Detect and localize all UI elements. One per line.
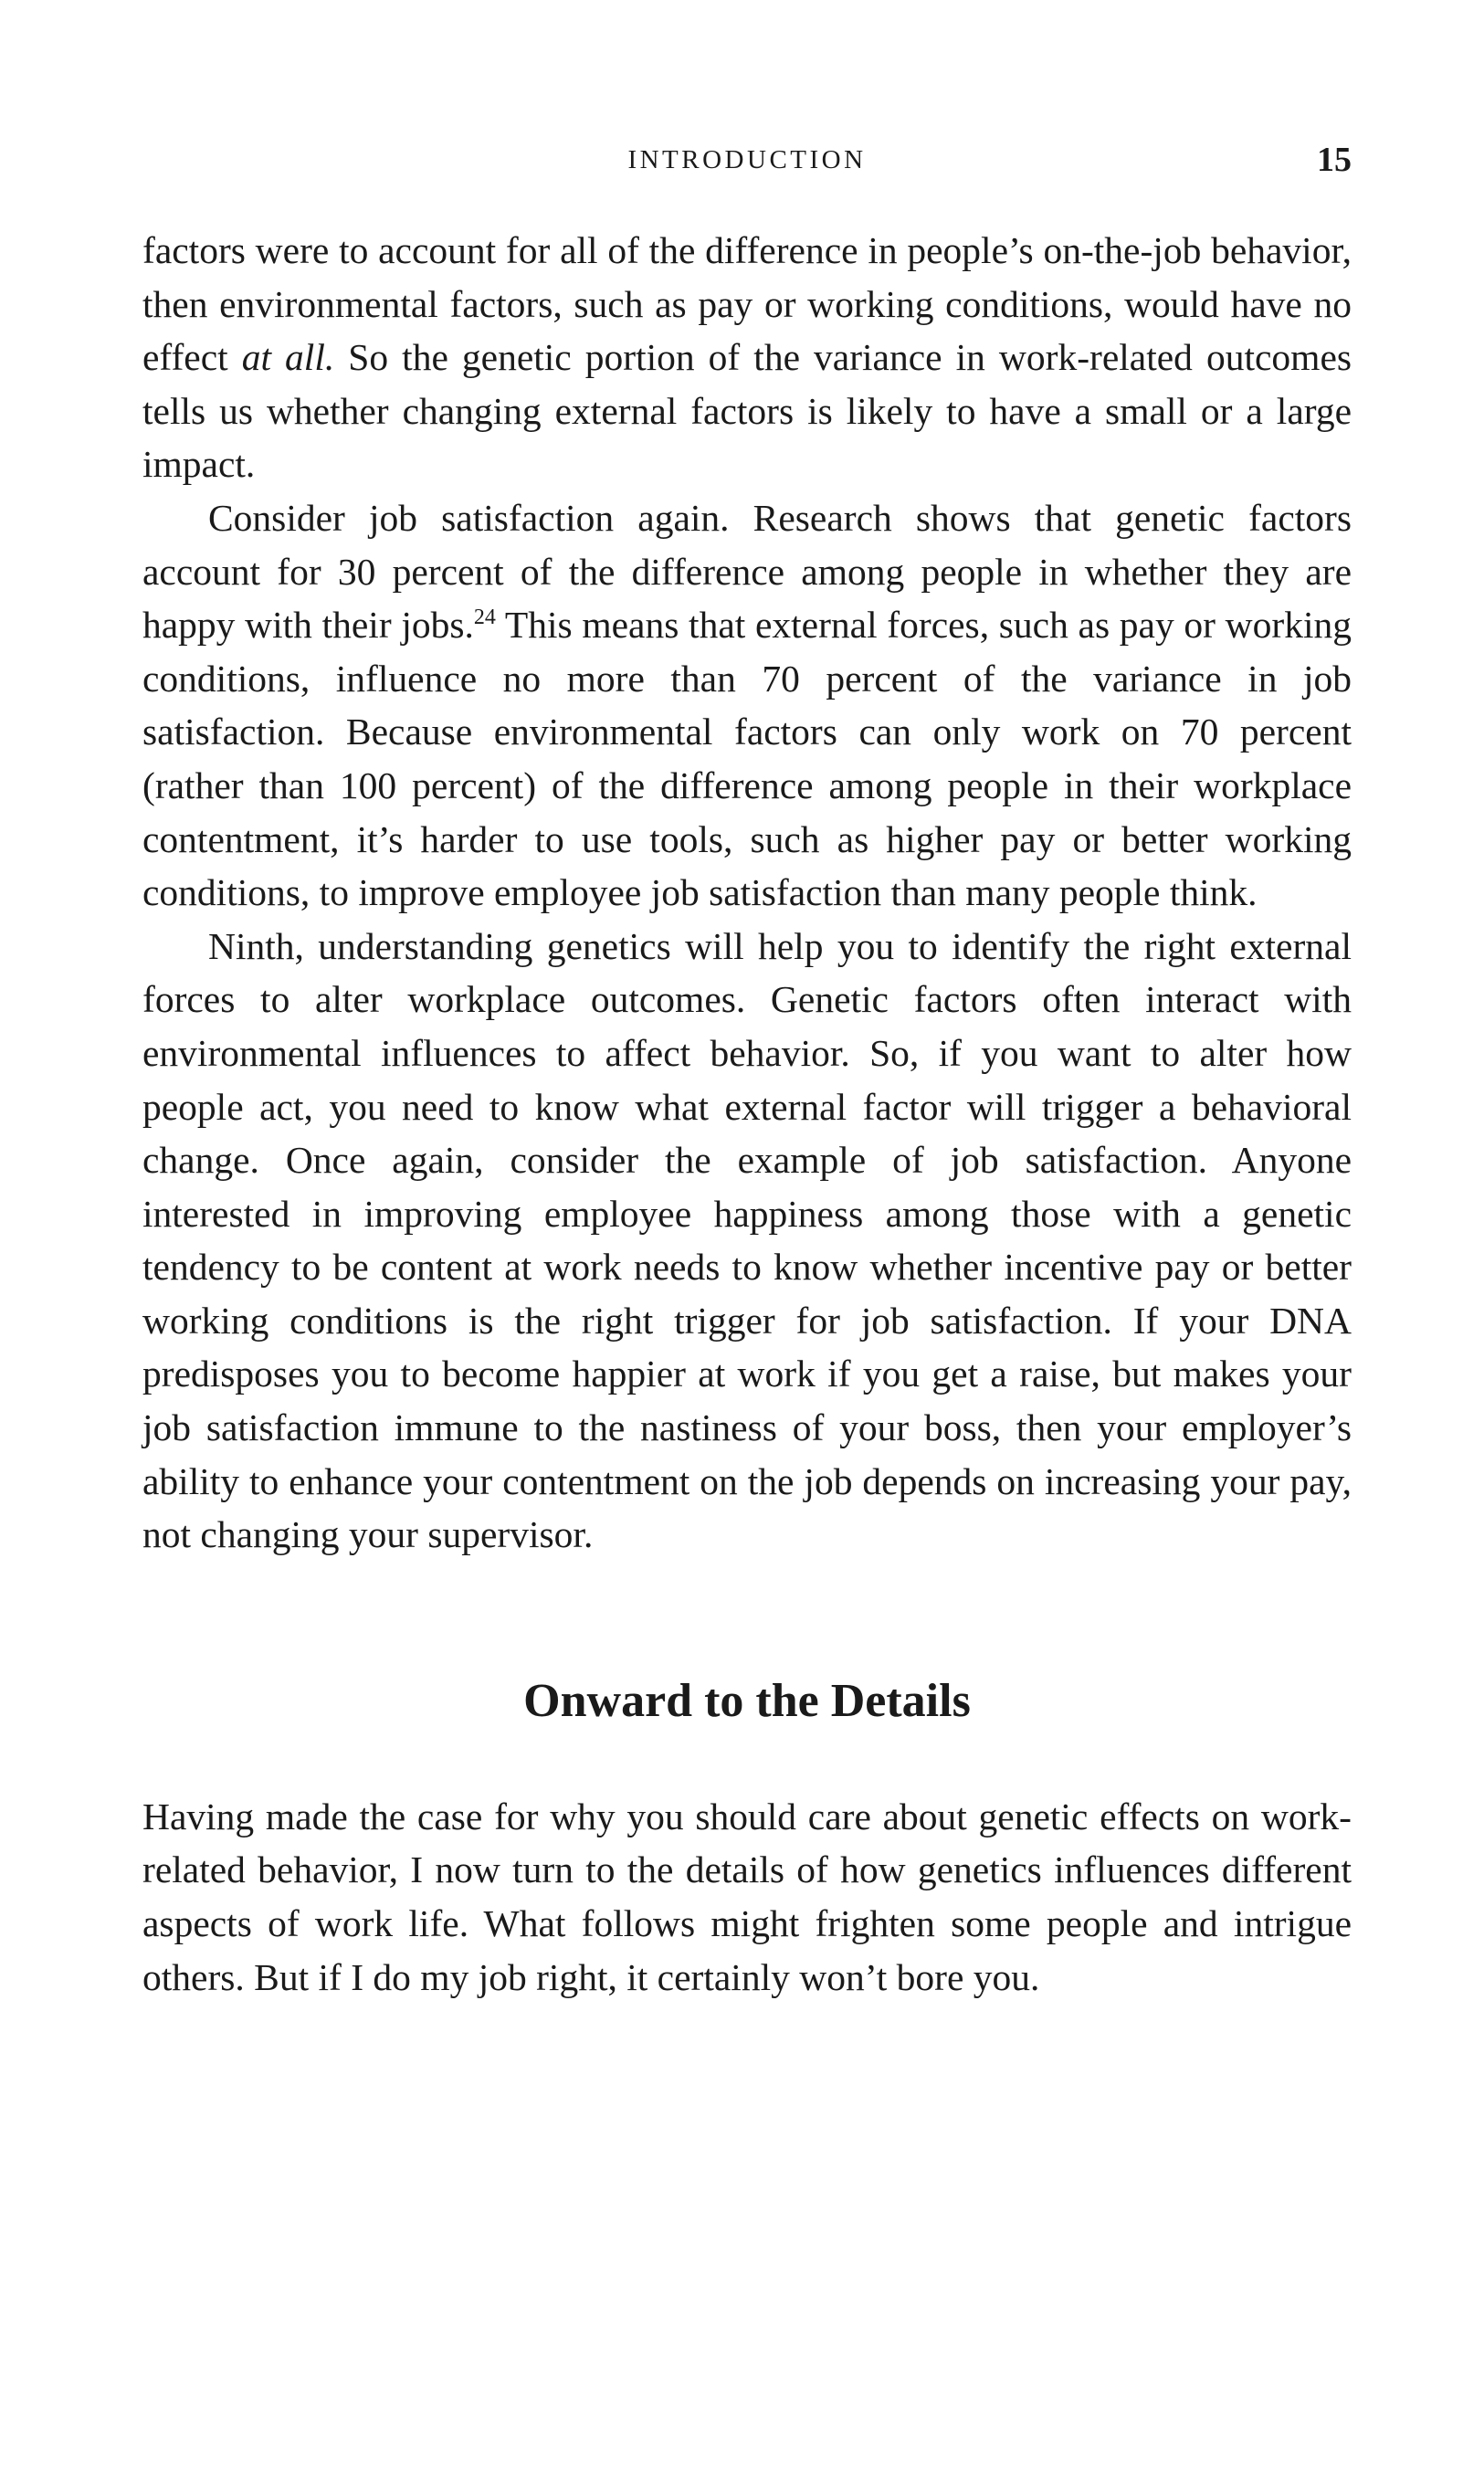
paragraph-text: This means that external forces, such as pay or working conditions, influence no more than 70 percent of the variance in job satisfaction. Because environmental factors can only work on 70 percent (rather than 100 percent) of the difference among people in their workplace contentment, it’s harder to use tools, such as higher pay or better working conditions, to improve employee job satisfaction than many people think. [142, 604, 1352, 914]
running-head [142, 137, 1352, 183]
paragraph-text: factors were to account for all of the difference in people’s on-the-job behavior, then environmental factors, such as pay or working conditions, would have no effect [142, 229, 1352, 379]
paragraph-section-first: Having made the case for why you should care about genetic effects on work-related behavior, I now turn to the details of how genetics influences different aspects of work life. What follows might frighten some people and intrigue others. But if I do my job right, it certainly won’t bore you. [142, 1795, 1352, 1998]
paragraph-continued [142, 224, 1352, 491]
paragraph-text: So the genetic portion of the variance in work-related outcomes tells us whether changing external factors is likely to have a small or a large impact. [142, 336, 1352, 486]
page-number: 15 [1317, 141, 1352, 179]
paragraph-text: Consider job satisfaction again. Research shows that genetic factors account for 30 percent of the difference among people in whether they are happy with their jobs. [142, 496, 1352, 647]
paragraph-job-satisfaction [142, 491, 1352, 920]
italic-emphasis: at all. [241, 336, 335, 379]
paragraph-ninth: Ninth, understanding genetics will help you to identify the right external forces to alter workplace outcomes. Genetic factors often interact with environmental influences to affect behavior. So, if you want to alter how people act, you need to know what external factor will trigger a behavioral change. Once again, consider the example of job satisfaction. Anyone interested in improving employee happiness among those with a genetic tendency to be content at work needs to know whether incentive pay or better working conditions is the right trigger for job satisfaction. If your DNA predisposes you to become happier at work if you get a raise, but makes your job satisfaction immune to the nastiness of your boss, then your employer’s ability to enhance your contentment on the job depends on increasing your pay, not changing your supervisor. [142, 924, 1352, 1556]
running-title: INTRODUCTION [627, 145, 867, 174]
footnote-reference: 24 [473, 605, 496, 630]
section-heading: Onward to the Details [523, 1674, 971, 1727]
body-text [142, 224, 1352, 2004]
